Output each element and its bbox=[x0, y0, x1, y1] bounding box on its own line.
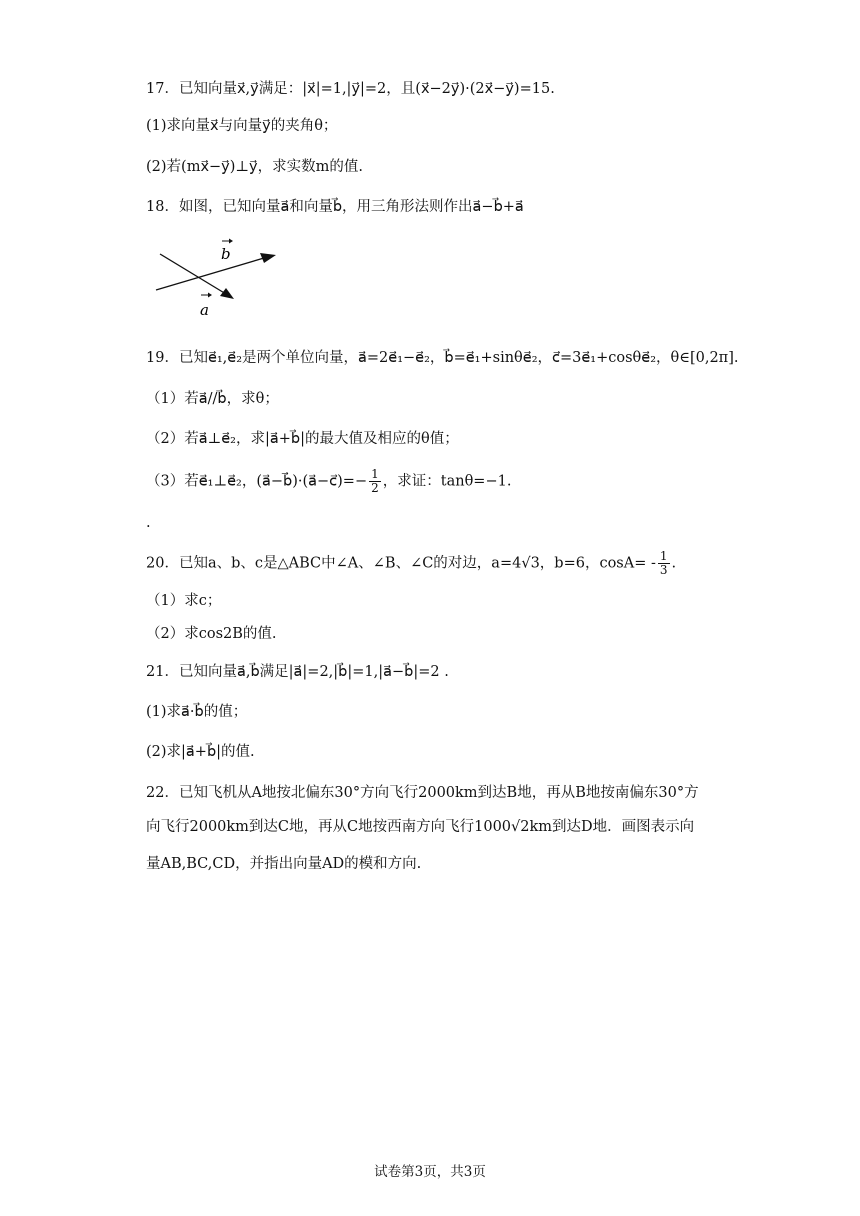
q19-trailing-dot: . bbox=[146, 515, 151, 531]
vector-b-line bbox=[156, 258, 264, 290]
q19-part3 bbox=[146, 468, 511, 495]
q18-vector-figure bbox=[146, 232, 286, 322]
q19-part1: （1）若a⃗//b⃗，求θ； bbox=[146, 391, 279, 407]
q17-part2: (2)若(mx⃗−y⃗)⊥y⃗，求实数m的值. bbox=[146, 159, 363, 175]
page-footer: 试卷第3页，共3页 bbox=[374, 1164, 486, 1180]
q20-part2: （2）求cos2B的值. bbox=[146, 626, 277, 642]
fraction-one-half: $\frac{1}{2}$ bbox=[371, 467, 379, 495]
label-a: a bbox=[200, 301, 209, 319]
vector-b-arrowhead bbox=[260, 253, 276, 263]
q20-stem-post: . bbox=[671, 555, 677, 572]
fraction-one-third: $\frac{1}{3}$ bbox=[659, 549, 668, 577]
q19-part3-pre: （3）若e⃗₁⊥e⃗₂，(a⃗−b⃗)·(a⃗−c⃗)=− bbox=[146, 473, 368, 490]
q21-part1: (1)求a⃗·b⃗的值； bbox=[146, 704, 248, 720]
q19-part3-post: ，求证：tanθ=−1. bbox=[382, 473, 512, 490]
label-b: b bbox=[221, 245, 231, 263]
q19-part2: （2）若a⃗⊥e⃗₂，求|a⃗+b⃗|的最大值及相应的θ值； bbox=[146, 431, 459, 447]
q20-stem-pre: 20．已知a、b、c是△ABC中∠A、∠B、∠C的对边，a=4√3，b=6，cosA= - bbox=[146, 555, 656, 572]
q22-line1: 22．已知飞机从A地按北偏东30°方向飞行2000km到达B地，再从B地按南偏东30°方 bbox=[146, 785, 699, 801]
q18-stem: 18．如图，已知向量a⃗和向量b⃗，用三角形法则作出a⃗−b⃗+a⃗ bbox=[146, 199, 524, 215]
q20-stem bbox=[146, 550, 676, 577]
q22-line3: 量AB,BC,CD，并指出向量AD的模和方向. bbox=[146, 856, 422, 872]
q17-stem: 17．已知向量x⃗,y⃗满足：|x⃗|=1,|y⃗|=2，且(x⃗−2y⃗)·(2x⃗−y⃗)=15. bbox=[146, 81, 555, 97]
vector-a-arrowhead bbox=[220, 288, 234, 299]
q17-part1: (1)求向量x⃗与向量y⃗的夹角θ； bbox=[146, 118, 338, 134]
q21-stem: 21．已知向量a⃗,b⃗满足|a⃗|=2,|b⃗|=1,|a⃗−b⃗|=2 . bbox=[146, 664, 449, 680]
q22-line2: 向飞行2000km到达C地，再从C地按西南方向飞行1000√2km到达D地．画图表示向 bbox=[146, 819, 695, 835]
q20-part1: （1）求c； bbox=[146, 593, 222, 609]
vector-a-line bbox=[160, 254, 226, 294]
q19-stem: 19．已知e⃗₁,e⃗₂是两个单位向量，a⃗=2e⃗₁−e⃗₂，b⃗=e⃗₁+sinθe⃗₂，c⃗=3e⃗₁+cosθe⃗₂，θ∈[0,2π]. bbox=[146, 350, 739, 366]
q21-part2: (2)求|a⃗+b⃗|的值. bbox=[146, 744, 255, 760]
